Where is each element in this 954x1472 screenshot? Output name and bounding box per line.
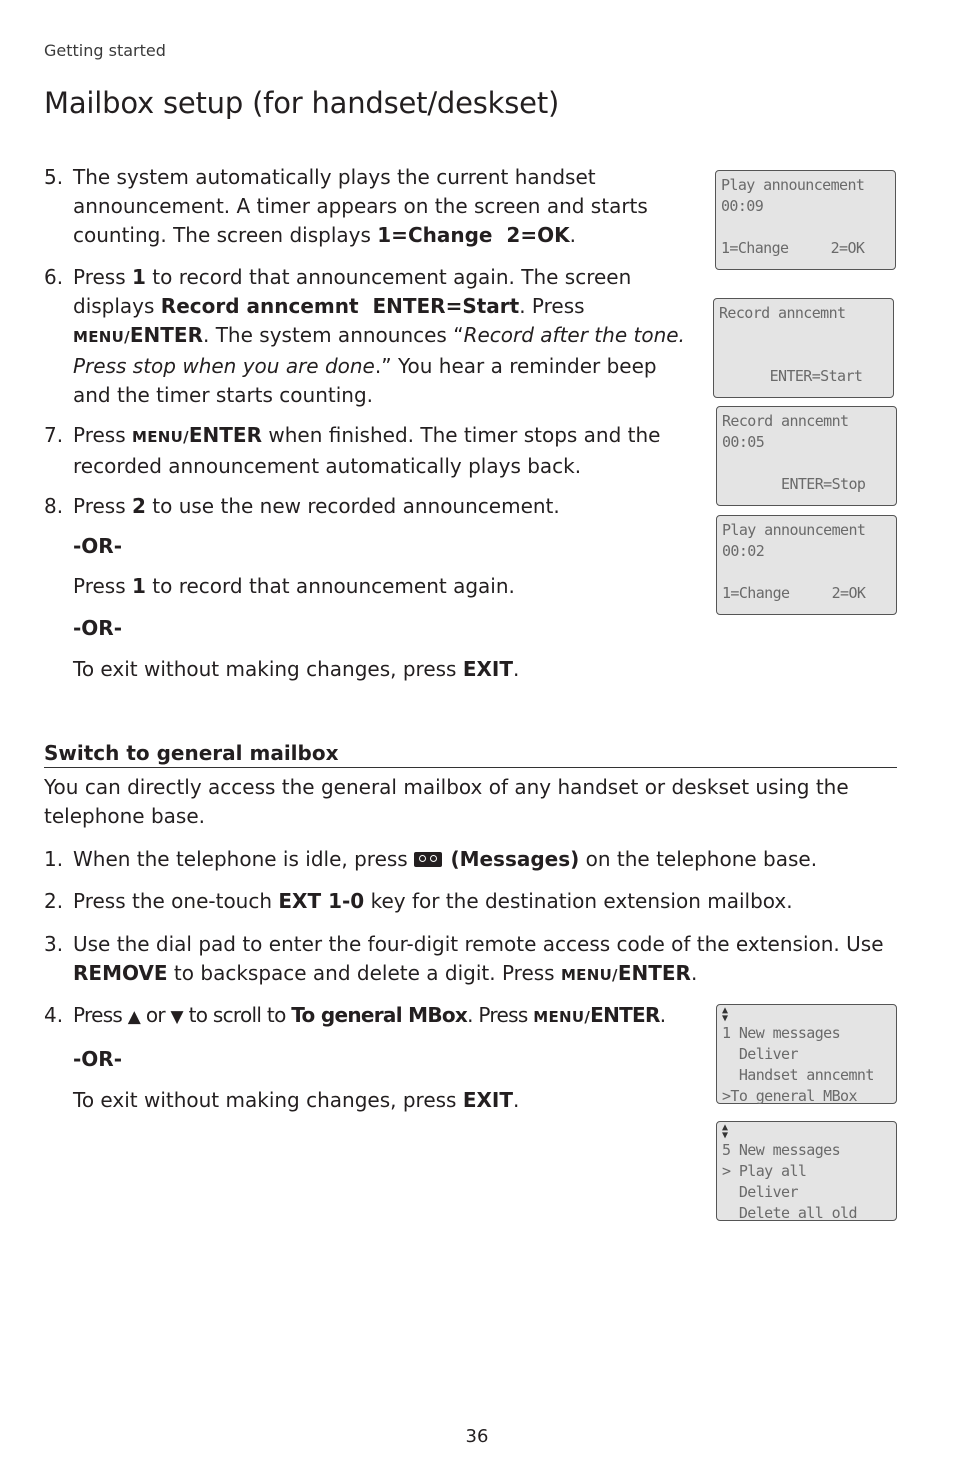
- lcd-line: [722, 453, 891, 474]
- lcd-line: Record anncemnt: [722, 412, 849, 430]
- lcd-line: [719, 345, 888, 366]
- section-heading: Switch to general mailbox: [44, 741, 897, 768]
- step-number: 3.: [44, 932, 64, 956]
- lcd-line: >To general MBox: [722, 1087, 857, 1105]
- step-text: Press the one-touch EXT 1-0 key for the destination extension mailbox.: [73, 889, 793, 913]
- step-7: [44, 421, 674, 481]
- lcd-line: 1=Change 2=OK: [722, 584, 866, 602]
- lcd-screen-to-general-mbox: [716, 1004, 897, 1104]
- enter-key-label: ENTER: [590, 1003, 660, 1027]
- voicemail-icon: [414, 852, 442, 867]
- lcd-line: Delete all old: [722, 1204, 857, 1222]
- menu-key-label: MENU/: [560, 966, 618, 984]
- lcd-line: 00:09: [721, 197, 764, 215]
- step-text: Press 2 to use the new recorded announcement.: [73, 494, 560, 518]
- step-5: [44, 163, 684, 250]
- step-text: When the telephone is idle, press (Messages) on the telephone base.: [73, 847, 818, 871]
- switch-step-3: [44, 930, 904, 990]
- switch-step-1: [44, 845, 904, 874]
- intro-paragraph: You can directly access the general mailbox of any handset or deskset using the telephone base.: [44, 775, 849, 828]
- lcd-line: [719, 324, 888, 345]
- step-number: 1.: [44, 847, 64, 871]
- lcd-screen-play-announcement-2: [716, 515, 897, 615]
- step-number: 5.: [44, 165, 64, 189]
- lcd-line: 00:05: [722, 433, 765, 451]
- step-text: The system automatically plays the current handset announcement. A timer appears on the screen and starts counting. The screen displays 1=Change 2=OK.: [73, 165, 648, 247]
- down-arrow-icon: ▼: [170, 1007, 183, 1027]
- switch-step-2: [44, 887, 904, 916]
- enter-key-label: ENTER: [188, 423, 262, 447]
- step-number: 7.: [44, 423, 64, 447]
- lcd-line: 5 New messages: [722, 1141, 841, 1159]
- lcd-line: > Play all: [722, 1162, 807, 1180]
- lcd-line: ENTER=Stop: [722, 475, 866, 493]
- menu-key-label: MENU/: [132, 428, 189, 446]
- page-title: Mailbox setup (for handset/deskset): [44, 86, 560, 120]
- step-text: Press ▲ or ▼ to scroll to To general MBox. Press MENU/ENTER.: [73, 1003, 666, 1027]
- lcd-line: 1=Change 2=OK: [721, 239, 865, 257]
- enter-key-label: ENTER: [129, 323, 203, 347]
- lcd-line: Play announcement: [722, 521, 866, 539]
- lcd-screen-record-stop: [716, 406, 897, 506]
- lcd-line: Deliver: [722, 1183, 798, 1201]
- lcd-line: [721, 217, 890, 238]
- step-alt-text: To exit without making changes, press EXIT.: [73, 657, 520, 681]
- scroll-arrows-icon: ▲ ▼: [722, 1005, 728, 1024]
- enter-key-label: ENTER: [617, 961, 691, 985]
- menu-key-label: MENU/: [73, 328, 130, 346]
- or-separator: -OR-: [73, 534, 123, 558]
- step-alt-text: To exit without making changes, press EXIT.: [73, 1088, 520, 1112]
- lcd-line: Play announcement: [721, 176, 865, 194]
- or-separator: -OR-: [73, 616, 123, 640]
- lcd-line: Record anncemnt: [719, 304, 846, 322]
- step-text: Use the dial pad to enter the four-digit remote access code of the extension. Use REMOVE to backspace and delete a digit. Press MENU/ENTER.: [73, 932, 884, 985]
- step-alt-text: Press 1 to record that announcement again.: [73, 574, 515, 598]
- lcd-line: Handset anncemnt: [722, 1066, 874, 1084]
- step-number: 4.: [44, 1003, 64, 1027]
- step-number: 8.: [44, 494, 64, 518]
- lcd-line: 1 New messages: [722, 1024, 841, 1042]
- lcd-line: [722, 562, 891, 583]
- step-6: [44, 263, 694, 410]
- switch-step-4: [44, 1001, 704, 1115]
- lcd-screen-record-start: [713, 298, 894, 398]
- step-8: [44, 492, 684, 684]
- page-number: 36: [465, 1426, 489, 1447]
- scroll-arrows-icon: ▲ ▼: [722, 1122, 728, 1141]
- lcd-screen-play-all: [716, 1121, 897, 1221]
- lcd-line: 00:02: [722, 542, 765, 560]
- or-separator: -OR-: [73, 1047, 123, 1071]
- step-number: 6.: [44, 265, 64, 289]
- step-text: Press MENU/ENTER when finished. The timer stops and the recorded announcement automatically plays back.: [73, 423, 661, 478]
- menu-key-label: MENU/: [533, 1008, 591, 1026]
- up-arrow-icon: ▲: [127, 1007, 141, 1027]
- lcd-line: Deliver: [722, 1045, 798, 1063]
- step-text: Press 1 to record that announcement again. The screen displays Record anncemnt ENTER=Start. Press MENU/ENTER. The system announces “Record after the tone. Press stop when you are done.” You hear a reminder beep and the timer starts counting.: [73, 265, 685, 407]
- lcd-line: ENTER=Start: [719, 367, 863, 385]
- section-label: Getting started: [44, 41, 166, 60]
- step-number: 2.: [44, 889, 64, 913]
- lcd-screen-play-announcement: [715, 170, 896, 270]
